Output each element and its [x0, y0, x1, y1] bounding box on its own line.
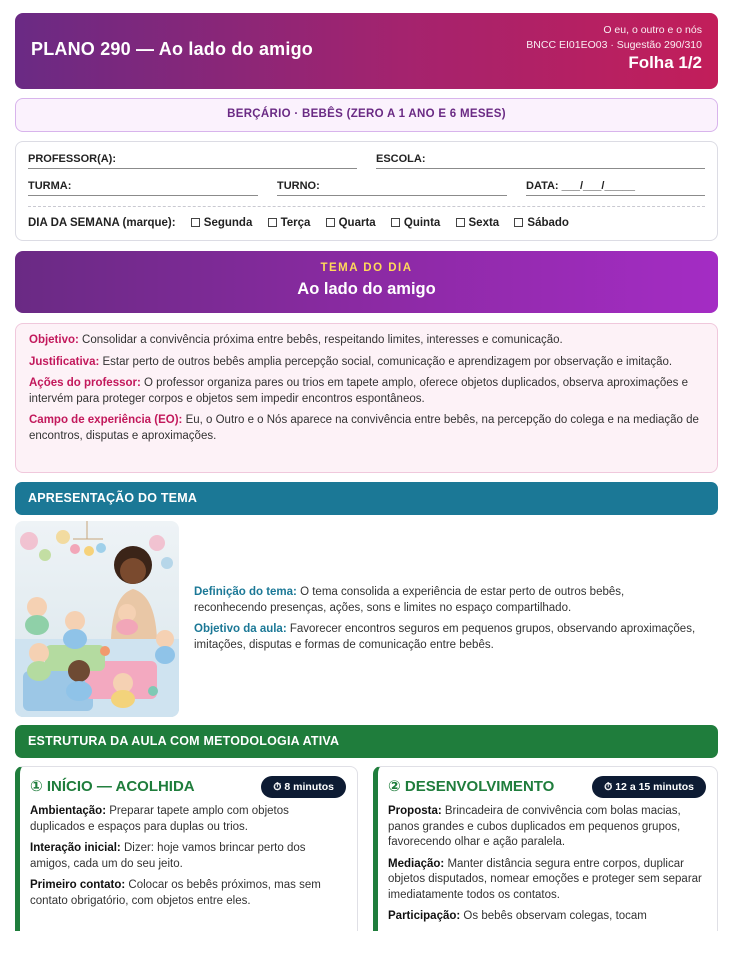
justificativa-paragraph: Justificativa: Estar perto de outros bebês amplia percepção social, comunicação e aprendizagem por observação e imitação. — [29, 355, 673, 368]
acoes-paragraph: Ações do professor: O professor organiza pares ou trios em tapete amplo, oferece objetos duplicados, observa aproximações e intervém para proteger corpos e objetos sem impedir encontros espontâneos. — [29, 377, 689, 405]
desenvolvimento-card — [373, 766, 718, 931]
checkbox-icon — [456, 218, 465, 227]
objetivo-paragraph: Objetivo: Consolidar a convivência próxima entre bebês, respeitando limites, interesses e comunicação. — [29, 334, 563, 346]
desenvolvimento-duration-badge: ⏱ 12 a 15 minutos — [592, 776, 706, 798]
ambientacao-paragraph: Ambientação: Preparar tapete amplo com objetos duplicados e espaços para duplas ou trios. — [30, 805, 289, 833]
theme-kicker: TEMA DO DIA — [320, 262, 413, 274]
primeiro-contato-paragraph: Primeiro contato: Colocar os bebês próximos, mas sem contato obrigatório, com objetos entre eles. — [30, 879, 321, 907]
plan-title: PLANO 290 — Ao lado do amigo — [31, 39, 313, 59]
age-segment-banner: BERÇÁRIO · BEBÊS (ZERO A 1 ANO E 6 MESES) — [15, 98, 718, 132]
weekday-checkbox-quinta[interactable]: Quinta — [391, 217, 440, 229]
objectives-box — [15, 323, 718, 473]
proposta-paragraph: Proposta: Brincadeira de convivência com bolas macias, panos grandes e cubos duplicados em pequenos grupos, favorecendo olhar e ação paralela. — [388, 805, 681, 848]
weekday-checkbox-terca[interactable]: Terça — [268, 217, 311, 229]
objetivo-aula-paragraph: Objetivo da aula: Favorecer encontros seguros em pequenos grupos, observando aproximações, imitações, disputas e formas de comunicação entre bebês. — [194, 623, 696, 651]
weekday-checkbox-quarta[interactable]: Quarta — [326, 217, 376, 229]
weekday-row — [28, 217, 569, 229]
theme-of-day-banner — [15, 251, 718, 313]
data-field[interactable]: DATA: ___/___/_____ — [526, 180, 705, 196]
divider — [28, 206, 705, 207]
theme-line: O eu, o outro e o nós — [603, 24, 702, 36]
inicio-duration-badge: ⏱ 8 minutos — [261, 776, 346, 798]
interacao-paragraph: Interação inicial: Dizer: hoje vamos brincar perto dos amigos, cada um do seu jeito. — [30, 842, 306, 870]
bncc-line: BNCC EI01EO03 · Sugestão 290/310 — [526, 39, 702, 51]
escola-field[interactable]: ESCOLA: — [376, 153, 705, 169]
desenvolvimento-title: ② DESENVOLVIMENTO — [388, 778, 555, 795]
definicao-paragraph: Definição do tema: O tema consolida a experiência de estar perto de outros bebês, reconhecendo presenças, ações, sons e limites no espaço compartilhado. — [194, 586, 625, 614]
theme-name: Ao lado do amigo — [297, 280, 436, 298]
campo-paragraph: Campo de experiência (EO): Eu, o Outro e o Nós aparece na convivência entre bebês, na percepção do colega e na mediação de encontros, disputas e aproximações. — [29, 414, 699, 442]
turno-field[interactable]: TURNO: — [277, 180, 507, 196]
mediacao-paragraph: Mediação: Manter distância segura entre corpos, duplicar objetos disputados, nomear emoções e proteger sem separar imediatamente todos os contatos. — [388, 857, 702, 901]
checkbox-icon — [514, 218, 523, 227]
professor-field[interactable]: PROFESSOR(A): — [28, 153, 357, 169]
section-estrutura-header: ESTRUTURA DA AULA COM METODOLOGIA ATIVA — [15, 725, 718, 758]
inicio-body — [30, 804, 347, 915]
sheet-number: Folha 1/2 — [628, 53, 702, 72]
desenvolvimento-body — [388, 804, 707, 931]
weekday-label: DIA DA SEMANA (marque): — [28, 217, 176, 229]
plan-meta — [526, 24, 702, 73]
identification-box — [15, 141, 718, 241]
turma-field[interactable]: TURMA: — [28, 180, 258, 196]
checkbox-icon — [391, 218, 400, 227]
checkbox-icon — [191, 218, 200, 227]
checkbox-icon — [268, 218, 277, 227]
plan-header — [15, 13, 718, 89]
weekday-checkbox-sexta[interactable]: Sexta — [456, 217, 500, 229]
weekday-checkbox-segunda[interactable]: Segunda — [191, 217, 253, 229]
section-apresentacao-header: APRESENTAÇÃO DO TEMA — [15, 482, 718, 515]
inicio-card — [15, 766, 358, 931]
inicio-title: ① INÍCIO — ACOLHIDA — [30, 778, 195, 795]
participacao-paragraph: Participação: Os bebês observam colegas, tocam — [388, 910, 647, 922]
theme-definitions — [194, 585, 699, 659]
checkbox-icon — [326, 218, 335, 227]
weekday-checkbox-sabado[interactable]: Sábado — [514, 217, 569, 229]
illustration-image — [15, 521, 179, 717]
